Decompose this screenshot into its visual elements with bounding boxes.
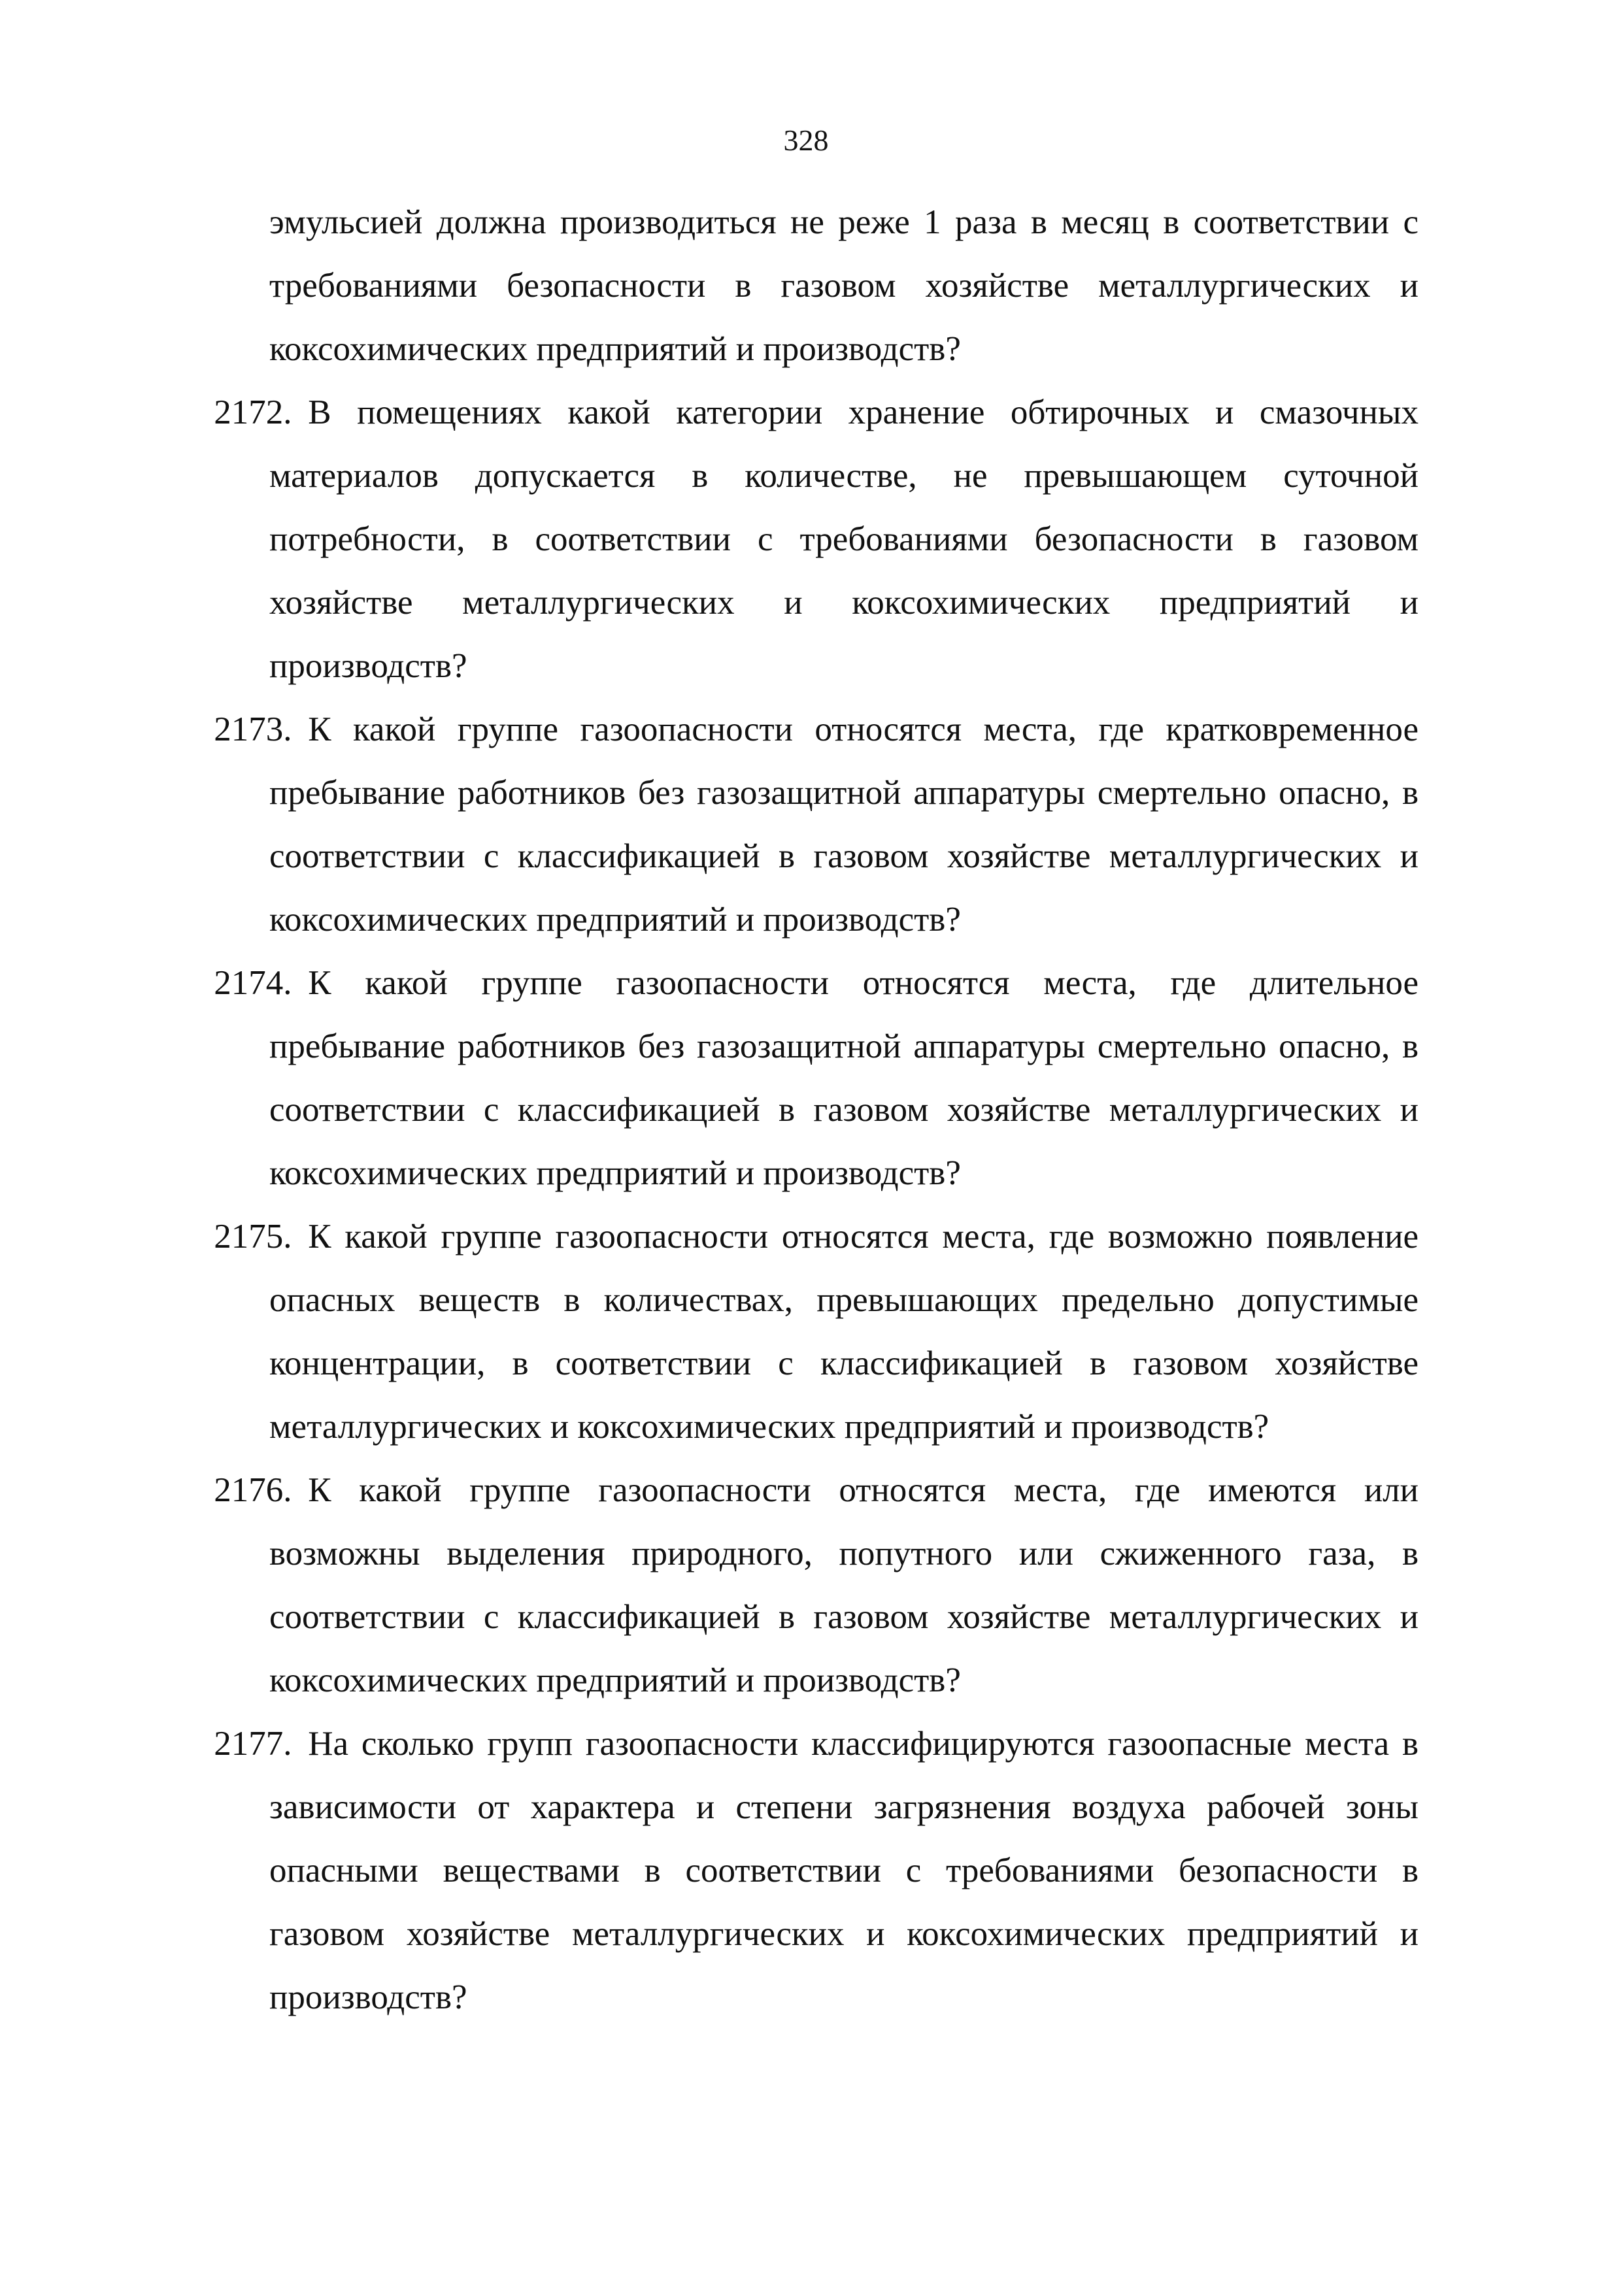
question-text: К какой группе газоопасности относятся места, где возможно появление опасных веществ в количествах, превышающих предельно допустимые концентрации, в соответствии с классификацией в газовом хозяйстве металлургических и коксохимических предприятий и производств?	[269, 1218, 1419, 1446]
question-number: 2173.	[214, 710, 292, 748]
question-text: В помещениях какой категории хранение обтирочных и смазочных материалов допускается в количестве, не превышающем суточной потребности, в соответствии с требованиями безопасности в газовом хозяйстве металлургических и коксохимических предприятий и производств?	[269, 393, 1419, 685]
question-item	[214, 1205, 1419, 1459]
page-number: 328	[783, 124, 829, 157]
question-text: К какой группе газоопасности относятся места, где длительное пребывание работников без газозащитной аппаратуры смертельно опасно, в соответствии с классификацией в газовом хозяйстве металлургических и коксохимических предприятий и производств?	[269, 964, 1419, 1192]
question-item	[214, 381, 1419, 698]
page-content	[214, 191, 1419, 2029]
question-item	[214, 1712, 1419, 2029]
question-number: 2174.	[214, 964, 292, 1002]
question-number: 2177.	[214, 1725, 292, 1763]
question-text: К какой группе газоопасности относятся места, где имеются или возможны выделения природного, попутного или сжиженного газа, в соответствии с классификацией в газовом хозяйстве металлургических и коксохимических предприятий и производств?	[269, 1471, 1419, 1699]
continuation-paragraph: эмульсией должна производиться не реже 1 раза в месяц в соответствии с требованиями безопасности в газовом хозяйстве металлургических и коксохимических предприятий и производств?	[269, 203, 1419, 368]
question-list	[214, 381, 1419, 2029]
question-text: К какой группе газоопасности относятся места, где кратковременное пребывание работников без газозащитной аппаратуры смертельно опасно, в соответствии с классификацией в газовом хозяйстве металлургических и коксохимических предприятий и производств?	[269, 710, 1419, 939]
question-number: 2176.	[214, 1471, 292, 1509]
question-number: 2172.	[214, 393, 292, 431]
question-item	[214, 698, 1419, 952]
question-item	[214, 1459, 1419, 1712]
question-text: На сколько групп газоопасности классифицируются газоопасные места в зависимости от характера и степени загрязнения воздуха рабочей зоны опасными веществами в соответствии с требованиями безопасности в газовом хозяйстве металлургических и коксохимических предприятий и производств?	[269, 1725, 1419, 2016]
question-number: 2175.	[214, 1218, 292, 1256]
question-item	[214, 952, 1419, 1205]
